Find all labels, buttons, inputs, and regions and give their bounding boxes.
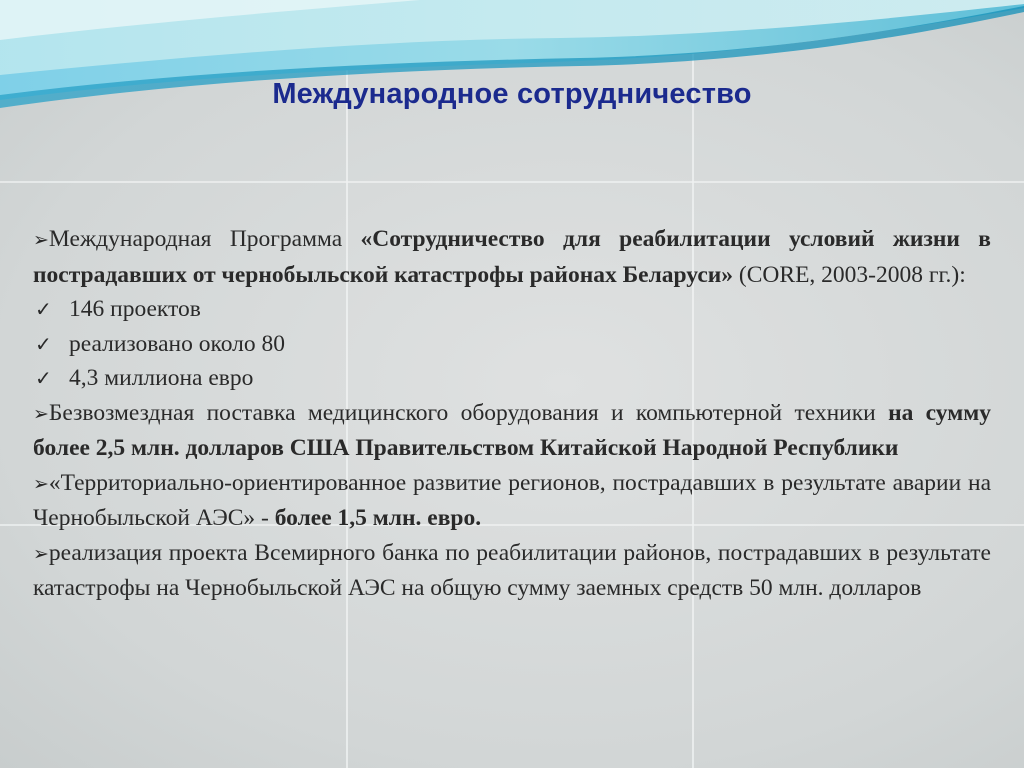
paragraph-core-program [33,222,991,292]
china-supply-text: Безвозмездная поставка медицинского оборудования и компьютерной техники [48,399,889,426]
arrow-bullet-icon: ➢ [33,542,49,565]
china-supply-bold: на сумму более 2,5 млн. долларов США Правительством Китайской Народной Республики [33,399,991,461]
check-item-text: реализовано около 80 [69,330,285,357]
territorial-bold: более 1,5 млн. евро. [274,505,482,531]
checkmark-icon: ✓ [35,331,52,356]
arrow-bullet-icon: ➢ [33,402,49,425]
list-item [33,327,991,362]
world-bank-text: реализация проекта Всемирного банка по реабилитации районов, пострадавших в результате катастрофы на Чернобыльской АЭС на общую сумму заемных средств 50 млн. долларов [33,539,991,601]
arrow-bullet-icon: ➢ [33,229,49,251]
core-program-note: (CORE, 2003-2008 гг.): [733,261,966,288]
list-item [33,292,991,327]
check-item-text: 4,3 миллиона евро [69,365,254,391]
checkmark-icon: ✓ [35,297,52,321]
paragraph-china-supply [33,396,991,466]
territorial-text: «Территориально-ориентированное развитие регионов, пострадавших в результате аварии на Чернобыльской АЭС» - [33,469,991,531]
arrow-bullet-icon: ➢ [33,472,49,495]
list-item [33,361,991,396]
paragraph-territorial-development [33,466,991,536]
check-item-text: 146 проектов [69,296,201,322]
paragraph-world-bank [33,536,991,606]
page-title: Международное сотрудничество [272,78,752,110]
slide-body [33,222,991,606]
core-program-text: Международная Программа [48,226,361,252]
checkmark-icon: ✓ [35,366,52,390]
core-program-bold: «Сотрудничество для реабилитации условий жизни в пострадавших от чернобыльской катастрофы районах Беларуси» [33,226,991,288]
